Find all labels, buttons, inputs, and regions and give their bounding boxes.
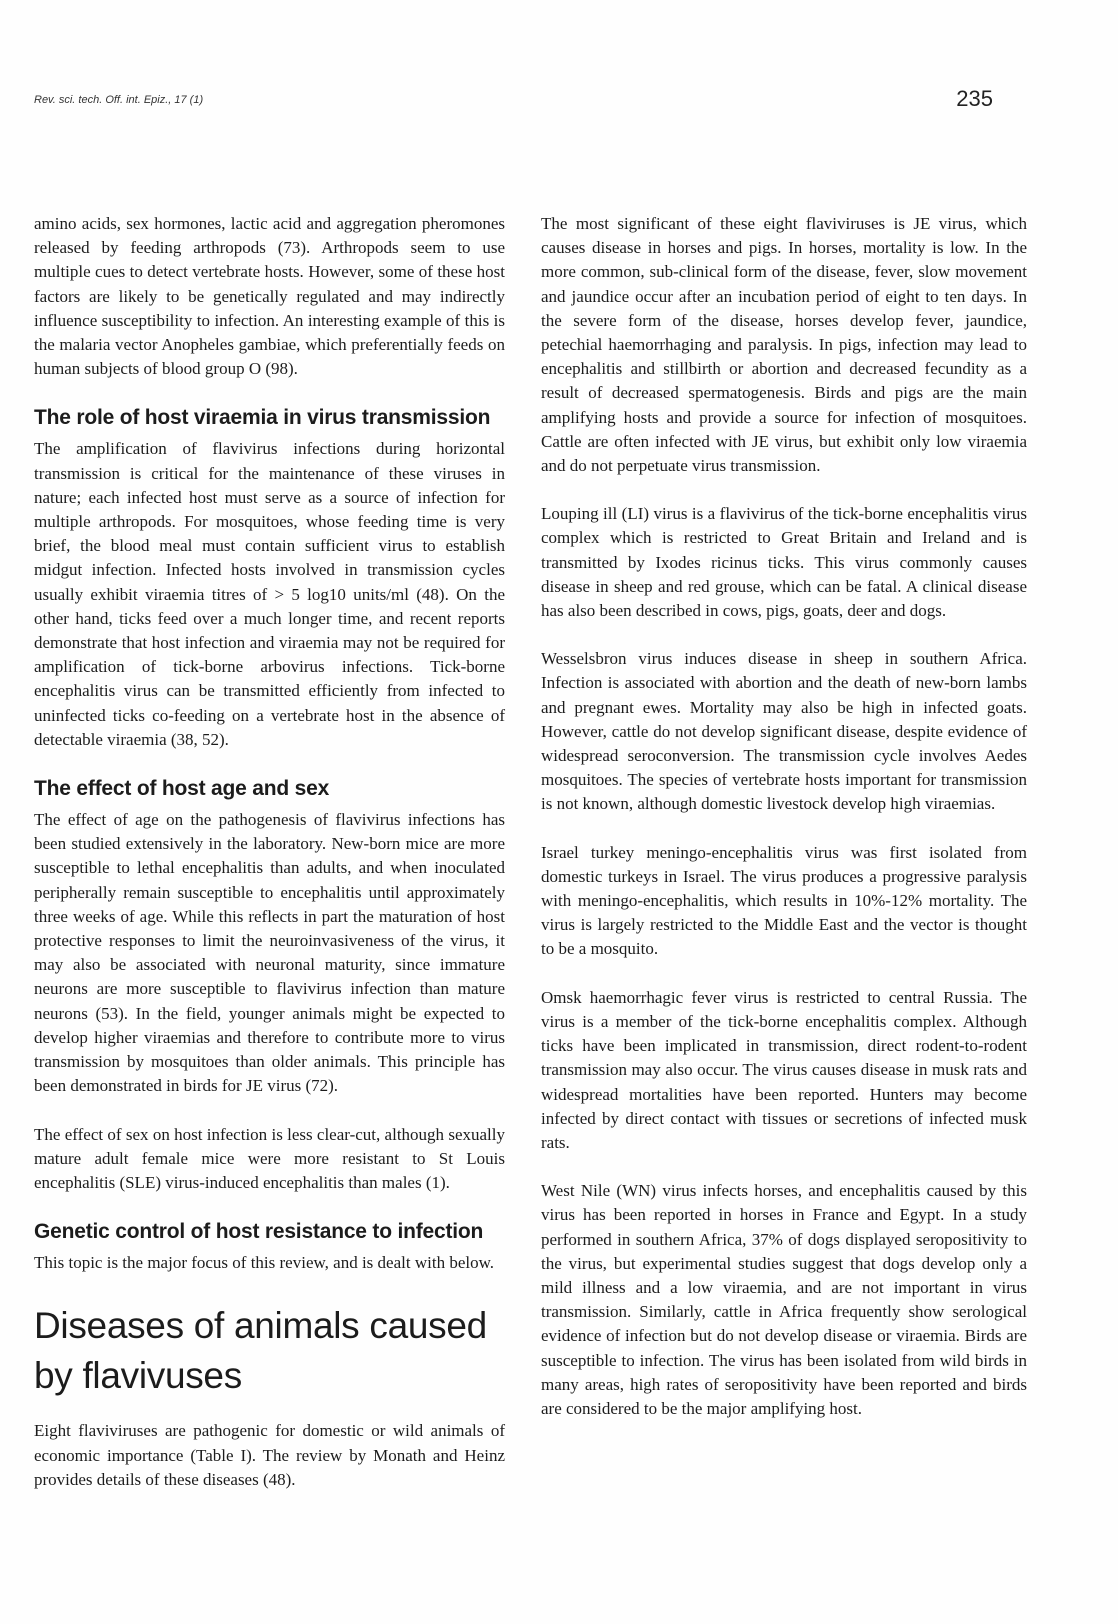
paragraph: West Nile (WN) virus infects horses, and encephalitis caused by this virus has been reported in horses in France and Egypt. In a study performed in southern Africa, 37% of dogs displayed seropositivity to the virus, but experimental studies suggest that dogs develop only a mild illness and a low viraemia, and are not important in virus transmission. Similarly, cattle in Africa frequently show serological evidence of infection but do not develop disease or viraemia. Birds are susceptible to infection. The virus has been isolated from wild birds in many areas, high rates of seropositivity have been reported and birds are considered to be the major amplifying host. [541,1181,1027,1418]
page-number: 235 [956,86,993,111]
section-heading: Genetic control of host resistance to infection [34,1220,484,1244]
right-column [541,212,1027,1445]
paragraph: The effect of age on the pathogenesis of flavivirus infections has been studied extensively in the laboratory. New-born mice are more susceptible to lethal encephalitis than adults, and when inoculated peripherally remain susceptible to encephalitis until approximately three weeks of age. While this reflects in part the maturation of host protective responses to limit the neuroinvasiveness of the virus, it may also be associated with neuronal maturity, since immature neurons are more susceptible to flavivirus infection than mature neurons (53). In the field, younger animals might be expected to develop higher viraemias and therefore to contribute more to virus transmission by mosquitoes than older animals. This principle has been demonstrated in birds for JE virus (72). [34,810,505,1096]
section-heading: The role of host viraemia in virus transmission [34,406,491,430]
paragraph: Louping ill (LI) virus is a flavivirus of the tick-borne encephalitis virus complex which is restricted to Great Britain and Ireland and is transmitted by Ixodes ricinus ticks. This virus commonly causes disease in sheep and red grouse, which can be fatal. A clinical disease has also been described in cows, pigs, goats, deer and dogs. [541,504,1027,621]
paragraph: Israel turkey meningo-encephalitis virus was first isolated from domestic turkeys in Israel. The virus produces a progressive paralysis with meningo-encephalitis, which results in 10%-12% mortality. The virus is largely restricted to the Middle East and the vector is thought to be a mosquito. [541,842,1027,959]
journal-citation: Rev. sci. tech. Off. int. Epiz., 17 (1) [34,94,204,106]
page-header [34,86,993,116]
paragraph: Eight flaviviruses are pathogenic for domestic or wild animals of economic importance (Table I). The review by Monath and Heinz provides details of these diseases (48). [34,1421,505,1489]
paragraph: amino acids, sex hormones, lactic acid and aggregation pheromones released by feeding arthropods (73). Arthropods seem to use multiple cues to detect vertebrate hosts. However, some of these host factors are likely to be genetically regulated and may indirectly influence susceptibility to infection. An interesting example of this is the malaria vector Anopheles gambiae, which preferentially feeds on human subjects of blood group O (98). [34,214,505,379]
paragraph: Omsk haemorrhagic fever virus is restricted to central Russia. The virus is a member of the tick-borne encephalitis complex. Although ticks have been implicated in transmission, direct rodent-to-rodent transmission may also occur. The virus causes disease in musk rats and widespread mortalities have been reported. Hunters may become infected by direct contact with tissues or secretions of infected musk rats. [541,987,1027,1152]
paragraph: Wesselsbron virus induces disease in sheep in southern Africa. Infection is associated with abortion and the death of new-born lambs and pregnant ewes. Mortality may also be high in infected goats. However, cattle do not develop significant disease, despite evidence of widespread seroconversion. The transmission cycle involves Aedes mosquitoes. The species of vertebrate hosts important for transmission is not known, although domestic livestock develop high viraemias. [541,649,1027,814]
paragraph: The amplification of flavivirus infections during horizontal transmission is critical for the maintenance of these viruses in nature; each infected host must serve as a source of infection for multiple arthropods. For mosquitoes, whose feeding time is very brief, the blood meal must contain sufficient virus to establish midgut infection. Infected hosts involved in transmission cycles usually exhibit viraemia titres of > 5 log10 units/ml (48). On the other hand, ticks feed over a much longer time, and recent reports demonstrate that host infection and viraemia may not be required for amplification of tick-borne arbovirus infections. Tick-borne encephalitis virus can be transmitted efficiently from infected to uninfected ticks co-feeding on a vertebrate host in the absence of detectable viraemia (38, 52). [34,439,505,749]
left-column [34,212,505,1516]
paragraph: The most significant of these eight flaviviruses is JE virus, which causes disease in horses and pigs. In horses, mortality is low. In the more common, sub-clinical form of the disease, fever, slow movement and jaundice occur after an incubation period of eight to ten days. In the severe form of the disease, horses develop fever, jaundice, petechial haemorrhaging and paralysis. In pigs, infection may lead to encephalitis and stillbirth or abortion and decreased fecundity as a result of decreased spermatogenesis. Birds and pigs are the main amplifying hosts and provide a source for infection of mosquitoes. Cattle are often infected with JE virus, but exhibit only low viraemia and do not perpetuate virus transmission. [541,214,1027,476]
paragraph: The effect of sex on host infection is less clear-cut, although sexually mature adult female mice were more resistant to St Louis encephalitis (SLE) virus-induced encephalitis than males (1). [34,1124,505,1192]
chapter-title: Diseases of animals caused by flavivuses [34,1305,487,1397]
paragraph: This topic is the major focus of this review, and is dealt with below. [34,1253,495,1273]
section-heading: The effect of host age and sex [34,777,330,801]
